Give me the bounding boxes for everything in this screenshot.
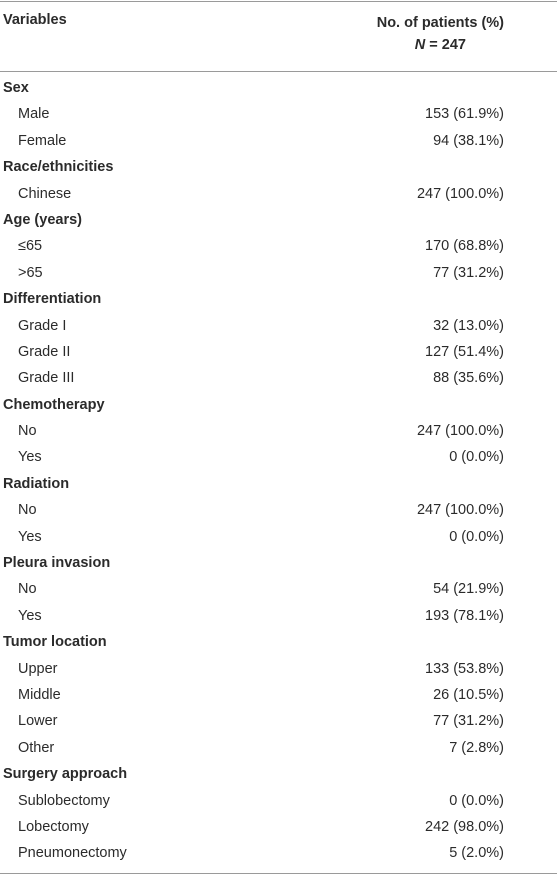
- n-value: = 247: [425, 37, 466, 53]
- row-label: No: [18, 502, 37, 519]
- table-bottom-rule: [0, 873, 557, 874]
- row-label: Lower: [18, 713, 58, 730]
- group-label: Sex: [3, 80, 29, 96]
- row-label: Sublobectomy: [18, 792, 110, 809]
- row-value: 247 (100.0%): [416, 502, 504, 519]
- table-row: [0, 418, 557, 444]
- group-label: Age (years): [3, 211, 82, 228]
- table-row: [0, 656, 557, 682]
- table-row: [0, 365, 557, 391]
- row-label: Yes: [18, 449, 42, 466]
- table-row: [0, 576, 557, 602]
- table-row: [0, 497, 557, 523]
- row-label: Upper: [18, 660, 58, 677]
- row-value: 77 (31.2%): [433, 713, 504, 730]
- row-label: Grade I: [18, 317, 67, 334]
- row-label: Lobectomy: [18, 818, 89, 835]
- table-row: [0, 444, 557, 470]
- table-row: [0, 708, 557, 734]
- table-row: [0, 339, 557, 365]
- table-group-row: [0, 207, 557, 233]
- table-group-row: [0, 471, 557, 497]
- row-value: 133 (53.8%): [425, 660, 504, 677]
- row-label: Middle: [18, 686, 61, 703]
- table-group-row: [0, 286, 557, 312]
- table-row: [0, 128, 557, 154]
- table-top-rule: [0, 1, 557, 2]
- table-group-row: [0, 154, 557, 180]
- table-row: [0, 682, 557, 708]
- table-row: [0, 524, 557, 550]
- table-group-row: [0, 761, 557, 787]
- row-label: Yes: [18, 607, 42, 624]
- group-label: Radiation: [3, 475, 70, 492]
- row-label: Pneumonectomy: [18, 845, 127, 862]
- row-value: 170 (68.8%): [425, 238, 504, 255]
- row-value: 88 (35.6%): [433, 370, 504, 387]
- header-divider-rule: [0, 71, 557, 72]
- row-value: 77 (31.2%): [433, 264, 504, 281]
- row-value: 94 (38.1%): [433, 132, 504, 149]
- row-value: 127 (51.4%): [425, 343, 504, 360]
- row-label: Male: [18, 106, 50, 123]
- row-label: Grade II: [18, 343, 71, 360]
- table-row: [0, 233, 557, 259]
- row-value: 32 (13.0%): [433, 317, 504, 334]
- table-group-row: [0, 392, 557, 418]
- row-value: 247 (100.0%): [416, 423, 504, 440]
- row-label: Female: [18, 132, 67, 149]
- row-value: 7 (2.8%): [449, 739, 504, 756]
- table-group-row: [0, 75, 557, 101]
- table-body: [0, 75, 557, 867]
- group-label: Race/ethnicities: [3, 159, 114, 176]
- table-row: [0, 101, 557, 127]
- table-row: [0, 788, 557, 814]
- row-value: 153 (61.9%): [425, 106, 504, 123]
- table-row: [0, 840, 557, 866]
- patients-column-header: [377, 12, 504, 56]
- group-label: Chemotherapy: [3, 396, 105, 413]
- row-value: 0 (0.0%): [449, 528, 504, 545]
- row-value: 26 (10.5%): [433, 686, 504, 703]
- group-label: Tumor location: [3, 634, 107, 651]
- table-row: [0, 313, 557, 339]
- row-label: Yes: [18, 528, 42, 545]
- table-row: [0, 603, 557, 629]
- row-label: ≤65: [18, 238, 43, 255]
- row-value: 193 (78.1%): [425, 607, 504, 624]
- group-label: Pleura invasion: [3, 555, 111, 572]
- row-label: Chinese: [18, 185, 72, 202]
- patients-header-n: [377, 34, 504, 56]
- row-value: 54 (21.9%): [433, 581, 504, 598]
- group-label: Differentiation: [3, 291, 102, 308]
- group-label: Surgery approach: [3, 766, 128, 783]
- row-label: Other: [18, 739, 55, 756]
- table-header: [0, 10, 557, 66]
- row-label: No: [18, 423, 37, 440]
- table-row: [0, 814, 557, 840]
- row-label: No: [18, 581, 37, 598]
- row-value: 0 (0.0%): [449, 449, 504, 466]
- row-label: >65: [18, 264, 43, 281]
- n-symbol: N: [414, 37, 426, 53]
- patients-header-title: No. of patients (%): [376, 15, 504, 31]
- table-row: [0, 735, 557, 761]
- row-value: 247 (100.0%): [416, 185, 504, 202]
- row-label: Grade III: [18, 370, 75, 387]
- table-row: [0, 260, 557, 286]
- table-row: [0, 181, 557, 207]
- table-group-row: [0, 550, 557, 576]
- row-value: 242 (98.0%): [425, 818, 504, 835]
- row-value: 5 (2.0%): [449, 845, 504, 862]
- row-value: 0 (0.0%): [449, 792, 504, 809]
- variables-column-header: Variables: [3, 12, 67, 28]
- table-group-row: [0, 629, 557, 655]
